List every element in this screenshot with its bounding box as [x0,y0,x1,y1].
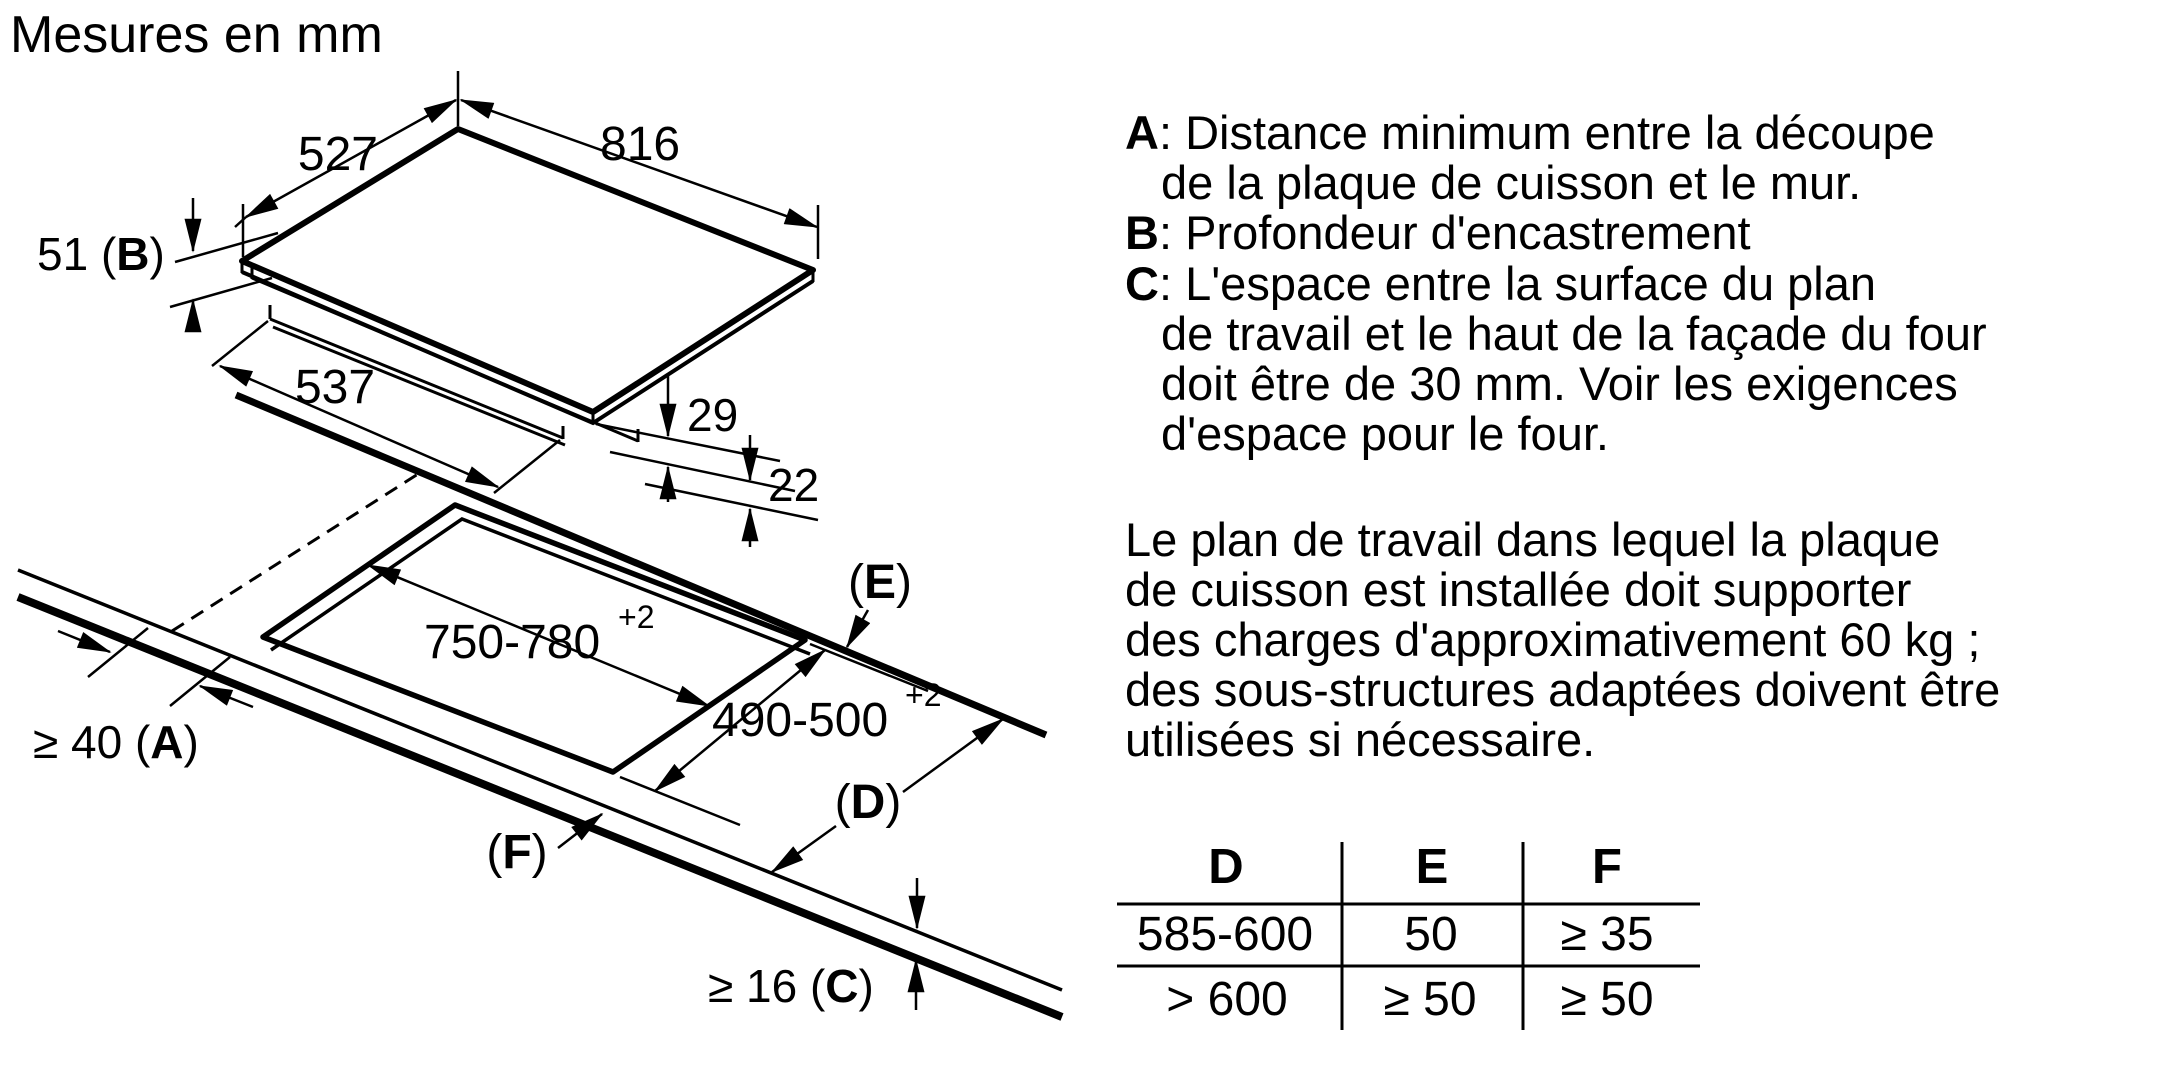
table-header-e: E [1415,840,1449,894]
table-cell-f1: ≥ 35 [1560,908,1654,961]
callout-d-label: (D) [834,776,902,829]
note-line-4: des sous-structures adaptées doivent être [1125,663,2001,716]
dimension-750-780-tolerance: +2 [618,599,655,635]
table-row [1137,908,1654,961]
def-table [1117,840,1700,1030]
table-cell-e2: ≥ 50 [1383,973,1477,1026]
dimension-40-label: ≥ 40 (A) [33,716,199,768]
table-header-d: D [1208,840,1244,894]
legend-c-line1: C: L'espace entre la surface du plan [1125,257,1877,310]
callout-e-label: (E) [848,556,912,609]
legend-block [1125,106,1987,460]
dimension-816 [461,100,818,259]
table-header-f: F [1592,840,1622,894]
callout-e [847,556,912,647]
legend-a-line1: A: Distance minimum entre la découpe [1125,106,1935,159]
dimension-40-extension-lines [88,628,230,706]
legend-c-line2: de travail et le haut de la façade du four [1161,307,1987,360]
table-row [1166,973,1653,1026]
legend-c-line4: d'espace pour le four. [1161,407,1609,460]
legend-c-line3: doit être de 30 mm. Voir les exigences [1161,357,1958,410]
dimension-816-label: 816 [600,118,681,171]
legend-a-line2: de la plaque de cuisson et le mur. [1161,156,1862,209]
dimension-527-label: 527 [297,128,378,181]
legend-b-line1: B: Profondeur d'encastrement [1125,206,1751,259]
table-cell-e1: 50 [1404,908,1458,961]
table-cell-f2: ≥ 50 [1560,973,1654,1026]
table-cell-d2: > 600 [1166,973,1288,1026]
dimension-22-label: 22 [768,459,820,511]
dimension-527 [235,71,458,257]
dimension-750-780-label: 750-780 [424,616,601,669]
callout-d-leader-back [903,719,1003,792]
callout-d-leader-front [772,826,836,872]
dimension-490-500-label: 490-500 [712,694,889,747]
note-line-2: de cuisson est installée doit supporter [1125,563,1912,616]
dimension-527-overshoot [235,217,246,227]
callout-e-leader [847,610,868,647]
dimension-16-label: ≥ 16 (C) [708,960,874,1012]
dimension-490-500-tolerance: +2 [905,677,942,713]
dimension-29-label: 29 [687,389,739,441]
page-title: Mesures en mm [10,6,383,64]
note-line-3: des charges d'approximativement 60 kg ; [1125,613,1981,666]
note-line-1: Le plan de travail dans lequel la plaque [1125,513,1941,566]
load-note-paragraph [1125,513,2000,766]
dimension-537-label: 537 [294,361,376,414]
table-cell-d1: 585-600 [1136,908,1314,961]
dimension-51-label: 51 (B) [37,228,165,280]
note-line-5: utilisées si nécessaire. [1125,713,1596,766]
callout-f-label: (F) [486,826,548,879]
